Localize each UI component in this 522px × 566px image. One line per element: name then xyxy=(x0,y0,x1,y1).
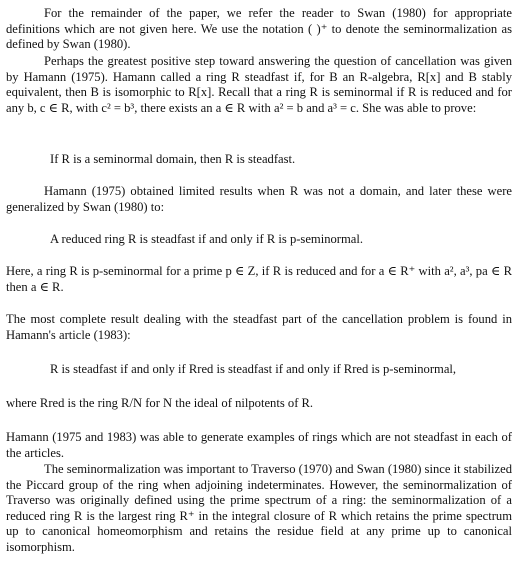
paragraph-traverso: The seminormalization was important to Traverso (1970) and Swan (1980) since it stabilized the Piccard group of the ring when adjoining indeterminates. However, the seminormalization of Traverso was originally defined using the prime spectrum of a ring: the seminormalization of a reduced ring R is the largest ring R⁺ in the integral closure of R which retains the prime spectrum up to canonical homeomorphism and retains the residue field at any prime up to canonical isomorphism. xyxy=(6,462,512,554)
paragraph-complete-result: The most complete result dealing with the steadfast part of the cancellation problem is found in Hamann's article (1983): xyxy=(6,312,512,342)
paragraph-p-seminormal-definition: Here, a ring R is p-seminormal for a prime p ∈ Z, if R is reduced and for a ∈ R⁺ with a², a³, pa ∈ R then a ∈ R. xyxy=(6,264,512,294)
statement-reduced-ring: A reduced ring R is steadfast if and only if R is p-seminormal. xyxy=(50,232,364,246)
statement-seminormal-domain: If R is a seminormal domain, then R is steadfast. xyxy=(50,152,296,166)
paragraph-rred-definition: where Rred is the ring R/N for N the ideal of nilpotents of R. xyxy=(6,396,314,410)
paragraph-hamann-steadfast: Perhaps the greatest positive step toward answering the question of cancellation was given by Hamann (1975). Hamann called a ring R steadfast if, for B an R-algebra, R[x] and B stably equivalent, then B is isomorphic to R[x]. Recall that a ring R is seminormal if R is reduced and for any b, c ∈ R, with c² = b³, there exists an a ∈ R with a² = b and a³ = c. She was able to prove: xyxy=(6,54,512,115)
paragraph-examples: Hamann (1975 and 1983) was able to generate examples of rings which are not steadfast in each of the articles. xyxy=(6,430,512,460)
statement-rred: R is steadfast if and only if Rred is steadfast if and only if Rred is p-seminormal, xyxy=(50,362,457,376)
paragraph-notation: For the remainder of the paper, we refer the reader to Swan (1980) for appropriate definitions which are not given here. We use the notation ( )⁺ to denote the seminormalization as defined by Swan (1980). xyxy=(6,6,512,52)
paragraph-limited-results: Hamann (1975) obtained limited results when R was not a domain, and later these were generalized by Swan (1980) to: xyxy=(6,184,512,214)
